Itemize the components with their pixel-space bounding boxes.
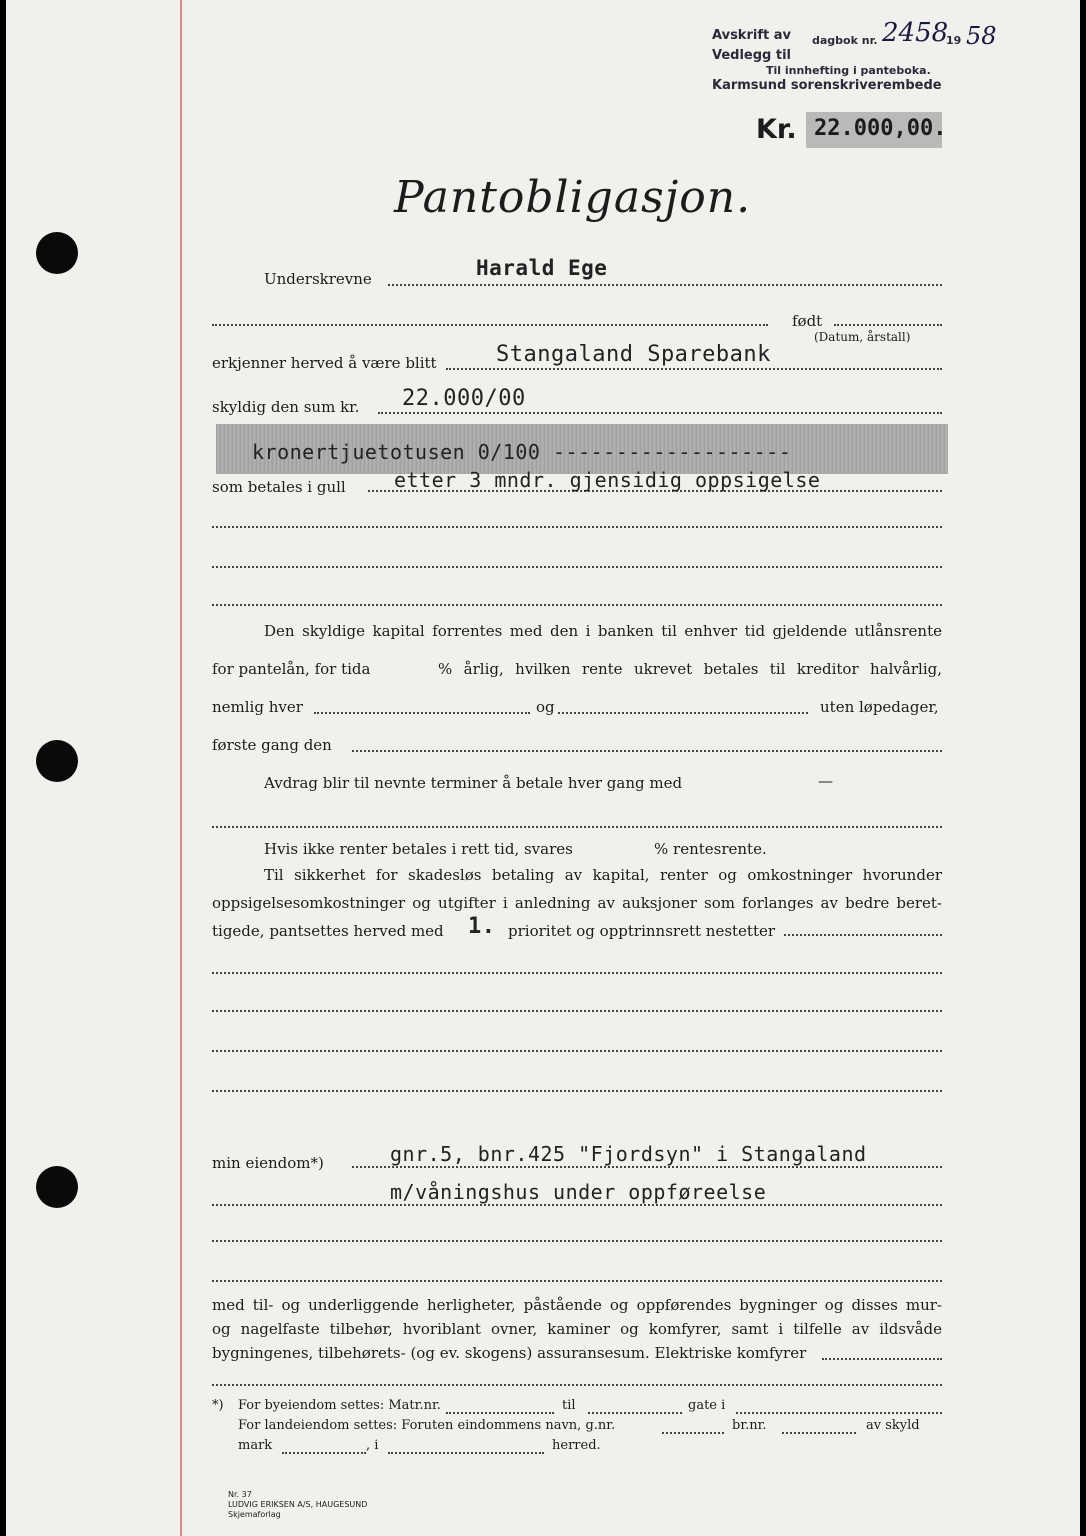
interest-line-4: første gang den bbox=[212, 736, 332, 754]
footnote-herred-line bbox=[388, 1452, 544, 1454]
property-line-1 bbox=[352, 1166, 942, 1168]
footnote-line-2b: br.nr. bbox=[732, 1418, 767, 1433]
term-line-1 bbox=[314, 712, 530, 714]
footnote-gate-line bbox=[736, 1412, 942, 1414]
blank-line-9 bbox=[212, 1090, 942, 1092]
undersigned-value: Harald Ege bbox=[476, 256, 608, 280]
footnote-line-2c: av skyld bbox=[866, 1418, 920, 1433]
property-value-1: gnr.5, bnr.425 "Fjordsyn" i Stangaland bbox=[390, 1142, 867, 1166]
closing-line-1: med til- og underliggende herligheter, påstående og oppførendes bygninger og disses mur- bbox=[212, 1296, 942, 1314]
blank-line-6 bbox=[212, 972, 942, 974]
blank-line-2 bbox=[212, 526, 942, 528]
payment-label: som betales i gull bbox=[212, 478, 346, 496]
security-line-3: oppsigelsesomkostninger og utgifter i anledning av auksjoner som forlanges av bedre beret- bbox=[212, 894, 942, 912]
born-label: født bbox=[792, 312, 823, 330]
undersigned-label: Underskrevne bbox=[264, 270, 372, 288]
closing-line-3: bygningenes, tilbehørets- (og ev. skogens) assuransesum. Elektriske komfyrer bbox=[212, 1344, 807, 1362]
blank-line-1 bbox=[212, 324, 768, 326]
sum-value: 22.000/00 bbox=[402, 386, 526, 411]
acknowledge-label: erkjenner herved å være blitt bbox=[212, 354, 437, 372]
blank-line-7 bbox=[212, 1010, 942, 1012]
footnote-line-1a: For byeiendom settes: Matr.nr. bbox=[238, 1398, 441, 1413]
document-page bbox=[6, 0, 1080, 1536]
document-title: Pantobligasjon. bbox=[394, 172, 752, 223]
interest-line-2a: for pantelån, for tida bbox=[212, 660, 371, 678]
kr-label: Kr. bbox=[756, 114, 797, 145]
payment-value: etter 3 mndr. gjensidig oppsigelse bbox=[394, 468, 821, 492]
stamp-year-prefix: 19 bbox=[946, 34, 962, 47]
priority-line bbox=[784, 934, 942, 936]
footnote-line-3c: herred. bbox=[552, 1438, 601, 1453]
closing-line-3-blank bbox=[822, 1358, 942, 1360]
footnote-mark-line bbox=[282, 1452, 366, 1454]
interest-line-3b: og bbox=[536, 698, 555, 716]
printer-publisher: Skjemaforlag bbox=[228, 1510, 281, 1519]
datum-note: (Datum, årstall) bbox=[814, 330, 911, 344]
stamp-avskrift: Avskrift av bbox=[712, 28, 791, 43]
security-line-1b: % rentesrente. bbox=[654, 840, 767, 858]
interest-line-3a: nemlig hver bbox=[212, 698, 303, 716]
punch-hole-top bbox=[36, 232, 78, 274]
undersigned-line bbox=[388, 284, 942, 286]
property-label: min eiendom*) bbox=[212, 1154, 324, 1172]
footnote-brnr-line bbox=[782, 1432, 856, 1434]
blank-line-10 bbox=[212, 1240, 942, 1242]
footnote-line-3a: mark bbox=[238, 1438, 273, 1453]
security-line-4a: tigede, pantsettes herved med bbox=[212, 922, 444, 940]
creditor-value: Stangaland Sparebank bbox=[496, 342, 771, 367]
footnote-gnr-line bbox=[662, 1432, 724, 1434]
blank-line-12 bbox=[212, 1384, 942, 1386]
owe-label: skyldig den sum kr. bbox=[212, 398, 360, 416]
security-line-2: Til sikkerhet for skadesløs betaling av kapital, renter og omkostninger hvorunder bbox=[264, 866, 942, 884]
interest-line-3c: uten løpedager, bbox=[820, 698, 939, 716]
sum-line bbox=[378, 412, 942, 414]
property-line-2 bbox=[212, 1204, 942, 1206]
footnote-line-1b: til bbox=[562, 1398, 576, 1413]
year-suffix: 58 bbox=[966, 22, 997, 50]
dagbok-number: 2458 bbox=[882, 18, 949, 48]
footnote-line-1c: gate i bbox=[688, 1398, 726, 1413]
footnote-matr-line bbox=[446, 1412, 554, 1414]
blank-line-5 bbox=[212, 826, 942, 828]
red-margin-line bbox=[180, 0, 182, 1536]
blank-line-8 bbox=[212, 1050, 942, 1052]
blank-line-11 bbox=[212, 1280, 942, 1282]
interest-line-1: Den skyldige kapital forrentes med den i banken til enhver tid gjeldende utlånsrente bbox=[264, 622, 942, 640]
footnote-line-3b: , i bbox=[366, 1438, 379, 1453]
security-line-1a: Hvis ikke renter betales i rett tid, svares bbox=[264, 840, 573, 858]
term-line-2 bbox=[558, 712, 808, 714]
footnote-til-line bbox=[588, 1412, 682, 1414]
stamp-innhefting: Til innhefting i panteboka. bbox=[766, 64, 931, 77]
installment-dash: — bbox=[818, 772, 833, 790]
punch-hole-bottom bbox=[36, 1166, 78, 1208]
footnote-marker: *) bbox=[212, 1398, 224, 1413]
punch-hole-middle bbox=[36, 740, 78, 782]
security-line-4b: prioritet og opptrinnsrett nestetter bbox=[508, 922, 776, 940]
stamp-dagbok-prefix: dagbok nr. bbox=[812, 34, 878, 47]
printer-name: LUDVIG ERIKSEN A/S, HAUGESUND bbox=[228, 1500, 368, 1509]
blank-line-3 bbox=[212, 566, 942, 568]
priority-value: 1. bbox=[468, 914, 496, 939]
interest-line-5: Avdrag blir til nevnte terminer å betale hver gang med bbox=[264, 774, 683, 792]
closing-line-2: og nagelfaste tilbehør, hvoriblant ovner, kaminer og komfyrer, samt i tilfelle av ildsvåde bbox=[212, 1320, 942, 1338]
printer-form-number: Nr. 37 bbox=[228, 1490, 252, 1499]
born-line bbox=[834, 324, 942, 326]
creditor-line bbox=[446, 368, 942, 370]
stamp-sorenskriver: Karmsund sorenskriverembede bbox=[712, 78, 942, 93]
blank-line-4 bbox=[212, 604, 942, 606]
property-value-2: m/våningshus under oppføreelse bbox=[390, 1180, 767, 1204]
sum-words: kronertjuetotusen 0/100 ------------------- bbox=[252, 440, 792, 464]
stamp-vedlegg: Vedlegg til bbox=[712, 48, 792, 63]
first-date-line bbox=[352, 750, 942, 752]
interest-line-2b: % årlig, hvilken rente ukrevet betales til kreditor halvårlig, bbox=[438, 660, 942, 678]
kr-amount: 22.000,00. bbox=[814, 116, 947, 141]
footnote-line-2a: For landeiendom settes: Foruten eindommens navn, g.nr. bbox=[238, 1418, 616, 1433]
